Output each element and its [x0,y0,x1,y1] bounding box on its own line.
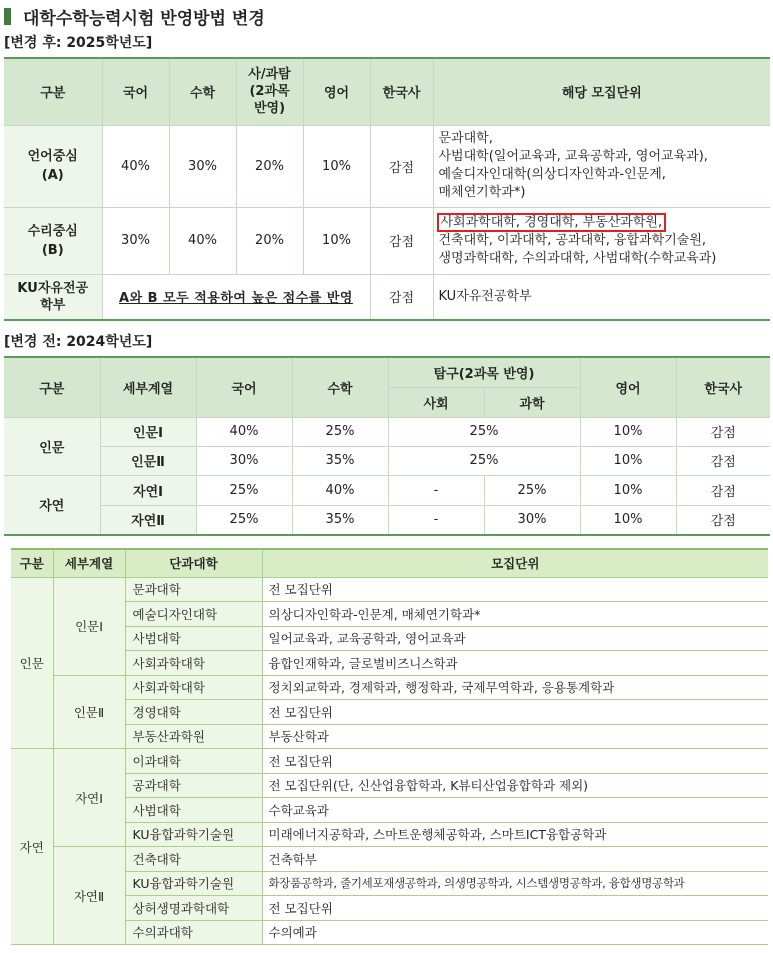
table-row [11,871,768,896]
cell-kor: 30% [196,446,292,475]
units: 의상디자인학과-인문계, 매체연기학과* [262,602,768,627]
title-marker [4,8,11,25]
cell-math: 35% [292,505,388,535]
after-row-b [4,207,770,274]
units: 수의예과 [262,920,768,945]
cell-hist: 감점 [676,475,770,505]
units: 전 모집단위 [262,700,768,725]
college: 사회과학대학 [125,675,262,700]
cell-inquiry: 25% [388,446,580,475]
units-header-units: 모집단위 [262,549,768,577]
header-math: 수학 [169,58,236,125]
cell-math: 25% [292,417,388,446]
row-type: 수리중심 (B) [4,207,102,274]
college: 사회과학대학 [125,651,262,676]
units: 화장품공학과, 줄기세포재생공학과, 의생명공학과, 시스템생명공학과, 융합생명공학과 [262,871,768,896]
units: 전 모집단위 [262,749,768,774]
header-hist: 한국사 [676,357,770,417]
header-math: 수학 [292,357,388,417]
college: 상허생명과학대학 [125,896,262,921]
after-row-a [4,125,770,207]
table-row [11,675,768,700]
college: 이과대학 [125,749,262,774]
before-row [4,417,770,446]
cell-inquiry: 20% [236,207,303,274]
header-eng: 영어 [303,58,370,125]
college: 수의과대학 [125,920,262,945]
table-row [11,847,768,872]
cell-kor: 25% [196,505,292,535]
cell-inquiry: 20% [236,125,303,207]
header-kor: 국어 [196,357,292,417]
table-row [11,773,768,798]
before-row [4,446,770,475]
cell-hist: 감점 [370,207,433,274]
header-sub: 세부계열 [100,357,196,417]
after-row-ku [4,274,770,320]
group-science: 자연 [11,749,53,945]
group-science: 자연 [4,475,100,535]
unit-line: 예술디자인대학(의상디자인학과-인문계, [438,167,666,182]
cell-math: 40% [292,475,388,505]
unit-line: 문과대학, [438,131,493,146]
units-table [11,548,768,945]
header-units: 해당 모집단위 [433,58,770,125]
units: 전 모집단위 [262,577,768,602]
after-header-row [4,58,770,125]
before-row [4,505,770,535]
cell-eng: 10% [580,417,676,446]
cell-merged [102,274,370,320]
units: 전 모집단위(단, 신산업융합학과, K뷰티산업융합학과 제외) [262,773,768,798]
cell-eng: 10% [303,125,370,207]
cell-sub: 자연Ⅱ [100,505,196,535]
units: 정치외교학과, 경제학과, 행정학과, 국제무역학과, 응용통계학과 [262,675,768,700]
sub-humanities-1: 인문Ⅰ [53,577,125,675]
page-title [4,4,265,28]
units: 부동산학과 [262,724,768,749]
before-row [4,475,770,505]
units: 전 모집단위 [262,896,768,921]
sub-humanities-2: 인문Ⅱ [53,675,125,749]
college: 사범대학 [125,798,262,823]
units-header-sub: 세부계열 [53,549,125,577]
before-header-row-1 [4,357,770,387]
cell-units: KU자유전공학부 [433,274,770,320]
units-header-college: 단과대학 [125,549,262,577]
table-row [11,749,768,774]
table-row [11,602,768,627]
table-row [11,700,768,725]
college: 문과대학 [125,577,262,602]
header-soc: 사회 [388,387,484,417]
header-hist: 한국사 [370,58,433,125]
college: 공과대학 [125,773,262,798]
units: 융합인재학과, 글로벌비즈니스학과 [262,651,768,676]
table-row [11,577,768,602]
units: 미래에너지공학과, 스마트운행체공학과, 스마트ICT융합공학과 [262,822,768,847]
merged-note: A와 B 모두 적용하여 높은 점수를 반영 [119,291,353,307]
cell-units [433,207,770,274]
before-label: [변경 전: 2024학년도] [4,334,153,350]
page-title-text: 대학수학능력시험 반영방법 변경 [23,8,265,29]
row-type: 언어중심 (A) [4,125,102,207]
unit-line: 사범대학(일어교육과, 교육공학과, 영어교육과), [438,149,708,164]
cell-sci: 25% [484,475,580,505]
header-kor: 국어 [102,58,169,125]
before-table [4,356,770,536]
cell-kor: 40% [196,417,292,446]
table-row [11,920,768,945]
college: 사범대학 [125,626,262,651]
highlighted-units: 사회과학대학, 경영대학, 부동산과학원, [440,214,663,230]
cell-hist: 감점 [370,274,433,320]
group-humanities: 인문 [11,577,53,749]
header-type: 구분 [4,58,102,125]
college: 예술디자인대학 [125,602,262,627]
cell-math: 30% [169,125,236,207]
units: 수학교육과 [262,798,768,823]
row-type: KU자유전공 학부 [4,274,102,320]
cell-kor: 30% [102,207,169,274]
table-row [11,822,768,847]
cell-sub: 자연Ⅰ [100,475,196,505]
cell-kor: 40% [102,125,169,207]
header-type: 구분 [4,357,100,417]
after-label: [변경 후: 2025학년도] [4,35,153,51]
cell-hist: 감점 [676,446,770,475]
college: 부동산과학원 [125,724,262,749]
cell-math: 40% [169,207,236,274]
table-row [11,626,768,651]
cell-hist: 감점 [676,505,770,535]
cell-sub: 인문Ⅰ [100,417,196,446]
table-row [11,651,768,676]
cell-eng: 10% [580,446,676,475]
cell-eng: 10% [580,505,676,535]
sub-science-2: 자연Ⅱ [53,847,125,945]
cell-sub: 인문Ⅱ [100,446,196,475]
header-inquiry: 탐구(2과목 반영) [388,357,580,387]
cell-sci: 30% [484,505,580,535]
unit-line: 매체연기학과*) [438,185,526,200]
cell-eng: 10% [580,475,676,505]
units: 일어교육과, 교육공학과, 영어교육과 [262,626,768,651]
unit-line: 건축대학, 이과대학, 공과대학, 융합과학기술원, [438,232,707,248]
units: 건축학부 [262,847,768,872]
table-row [11,798,768,823]
table-row [11,724,768,749]
cell-eng: 10% [303,207,370,274]
header-sci: 과학 [484,387,580,417]
cell-hist: 감점 [676,417,770,446]
group-humanities: 인문 [4,417,100,475]
college: KU융합과학기술원 [125,871,262,896]
cell-soc: - [388,505,484,535]
college: 경영대학 [125,700,262,725]
header-eng: 영어 [580,357,676,417]
unit-line: 생명과학대학, 수의과대학, 사범대학(수학교육과) [438,250,717,266]
cell-hist: 감점 [370,125,433,207]
cell-units [433,125,770,207]
cell-inquiry: 25% [388,417,580,446]
cell-soc: - [388,475,484,505]
table-row [11,896,768,921]
sub-science-1: 자연Ⅰ [53,749,125,847]
cell-kor: 25% [196,475,292,505]
college: 건축대학 [125,847,262,872]
college: KU융합과학기술원 [125,822,262,847]
cell-math: 35% [292,446,388,475]
header-inquiry: 사/과탐 (2과목 반영) [236,58,303,125]
units-header-type: 구분 [11,549,53,577]
units-header-row [11,549,768,577]
after-table [4,57,770,321]
